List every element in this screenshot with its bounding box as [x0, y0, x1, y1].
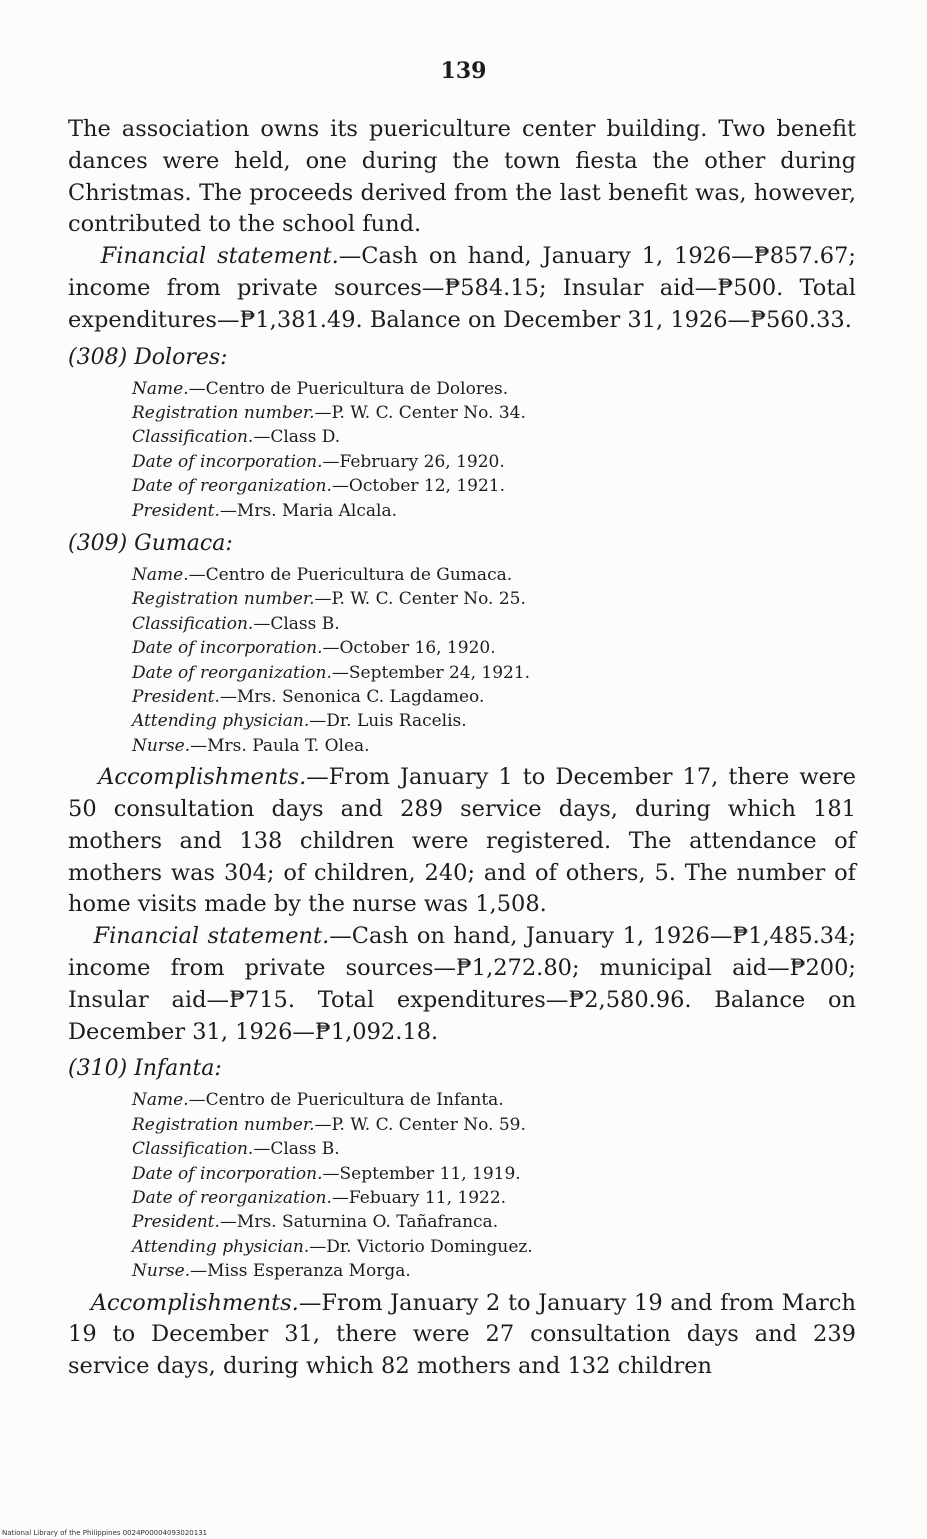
section-label: Accomplishments.	[98, 764, 307, 791]
detail-line: Name.—Centro de Puericultura de Infanta.	[132, 1090, 504, 1111]
paragraph-text: —From January 1 to December 17, there were 50 consultation days and 289 service days, during which 181 mothers and 138 children were registered. The attendance of mothers was 304; of children, 240; and of others, 5. The number of home visits made by the nurse was 1,508.	[68, 764, 856, 918]
entry-number: (310)	[68, 1056, 128, 1082]
paragraph-text: —From January 2 to January 19 and from March 19 to December 31, there were 27 consultation days and 239 service days, during which 82 mothers and 132 children	[68, 1289, 856, 1380]
accomplishments-paragraph	[68, 1288, 856, 1383]
detail-line: Name.—Centro de Puericultura de Dolores.	[132, 378, 509, 399]
detail-line: Classification.—Class B.	[132, 613, 340, 634]
detail-line: Registration number.—P. W. C. Center No. 34.	[132, 402, 526, 423]
detail-line: Attending physician.—Dr. Victorio Dominguez.	[132, 1236, 533, 1257]
detail-line: Date of reorganization.—Febuary 11, 1922.	[132, 1188, 507, 1209]
section-label: Financial statement.	[93, 923, 330, 950]
section-label: Accomplishments.	[90, 1289, 299, 1316]
detail-line: Date of reorganization.—October 12, 1921.	[132, 476, 506, 497]
financial-statement-paragraph	[68, 921, 856, 1048]
accomplishments-paragraph	[68, 762, 856, 921]
detail-line: Classification.—Class B.	[132, 1139, 340, 1160]
entry-number: (309)	[68, 531, 128, 557]
entry-heading-308	[68, 343, 856, 373]
entry-heading-310	[68, 1054, 856, 1084]
detail-line: Date of reorganization.—September 24, 1921.	[132, 662, 531, 683]
entry-number: (308)	[68, 344, 128, 370]
detail-line: Attending physician.—Dr. Luis Racelis.	[132, 711, 467, 732]
paragraph-text: —Cash on hand, January 1, 1926—₱1,485.34; income from private sources—₱1,272.80; municipal aid—₱200; Insular aid—₱715. Total expenditures—₱2,580.96. Balance on December 31, 1926—₱1,092.18.	[68, 923, 856, 1045]
detail-line: Nurse.—Mrs. Paula T. Olea.	[132, 735, 370, 756]
detail-line: Registration number.—P. W. C. Center No. 59.	[132, 1114, 526, 1135]
entry-details-309	[132, 563, 856, 758]
detail-line: Name.—Centro de Puericultura de Gumaca.	[132, 565, 513, 586]
detail-line: President.—Mrs. Saturnina O. Tañafranca.	[132, 1212, 499, 1233]
detail-line: Date of incorporation.—September 11, 1919.	[132, 1163, 521, 1184]
detail-line: Classification.—Class D.	[132, 427, 341, 448]
detail-line: Date of incorporation.—February 26, 1920.	[132, 451, 505, 472]
entry-details-310	[132, 1088, 856, 1283]
scan-footer: National Library of the Philippines 0024P00004093020131	[2, 1529, 208, 1537]
financial-statement-paragraph	[68, 241, 856, 336]
entry-place: Dolores:	[134, 344, 228, 370]
detail-line: Registration number.—P. W. C. Center No. 25.	[132, 589, 526, 610]
entry-place: Gumaca:	[134, 531, 233, 557]
intro-paragraph: The association owns its puericulture center building. Two benefit dances were held, one during the town fiesta the other during Christmas. The proceeds derived from the last benefit was, however, contributed to the school fund.	[68, 116, 856, 238]
page-number: 139	[440, 58, 487, 84]
entry-place: Infanta:	[134, 1056, 222, 1082]
entry-heading-309	[68, 529, 856, 559]
detail-line: President.—Mrs. Senonica C. Lagdameo.	[132, 687, 485, 708]
detail-line: Nurse.—Miss Esperanza Morga.	[132, 1261, 411, 1282]
detail-line: Date of incorporation.—October 16, 1920.	[132, 638, 496, 659]
entry-details-308	[132, 377, 856, 523]
paragraph-text: —Cash on hand, January 1, 1926—₱857.67; income from private sources—₱584.15; Insular aid—₱500. Total expenditures—₱1,381.49. Balance on December 31, 1926—₱560.33.	[68, 243, 857, 333]
body-text	[68, 114, 856, 1383]
section-label: Financial statement.	[100, 243, 339, 270]
detail-line: President.—Mrs. Maria Alcala.	[132, 500, 397, 521]
